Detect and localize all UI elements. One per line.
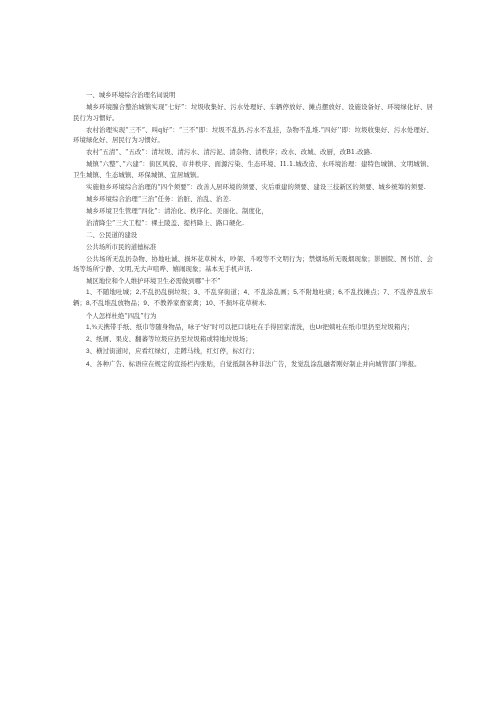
- section-heading-2: 二、公民道的建设: [86, 230, 138, 239]
- paragraph-four-needs: 实施他乡环境综合治理的“四个须要”：改善人居环境的须要、灾后重建的须要、建设三技新区的须要、城乡统筹的须要.: [86, 182, 426, 191]
- subheading-ten-nots: 城区地位和个人维护环境卫生必需做到哪“十不”: [86, 277, 221, 285]
- paragraph-five-cleans: 农村“五清”、“五改”：清垃圾、清污水、清污泥、清杂物、清秩序；改水、改城、改厨，改B1.改路.: [86, 148, 373, 156]
- paragraph-ten-nots-list: 1、不随地吐城；2,不乱扔乱倒垃圾；3、不乱穿街道；4、不乱涂乱画；5,不附地吐痰；6,不乱找摊点；7、不乱停乱放车辆；8,不乱堆乱放物品；9、不教养家畜家禽；10、不损坏花草树木.: [73, 289, 433, 307]
- paragraph-three-projects: 治清降尘”三大工程”：裸土陵盖、提档降上、路口硬化.: [86, 218, 245, 227]
- section-heading-1: 一、城乡环境综合治理名词说明: [86, 91, 176, 99]
- paragraph-six-rectifications: 城镇“六整”、”六建”：街区风貌、市井秩序、面源污染、生态环境、I1.1.城改造、水环境治理：建特色城镇、文明城镇、卫生城镇、生态城镇、环保城镇、宜居城镇。: [73, 160, 433, 179]
- list-item-3: 3、横过街道时，应看红绿灯，走蹲马线，红灯停，标灯行；: [86, 347, 259, 355]
- paragraph-seven-goods: 城乡环境腺合整治城镇实现“七好”：垃圾收集好、污水处理好、车辆停放好、摊点摆放好、设施设备好、环境绿化好、居民行为习惯好。: [73, 103, 433, 122]
- subheading-four-disorders: 个人怎样杜绝“四乱”行为: [86, 311, 157, 320]
- list-item-1: 1,¾天携带手纸、纸巾等随身物品，咏子“好”时可以把口谈吐在手得回家清洗，也Ur把姨吐在纸巾里扔至垃圾箱内；: [86, 323, 414, 331]
- list-item-2: 2、纸屑、果皮、翻蕃等垃圾应扔至垃圾箱或特地垃圾场；: [86, 335, 252, 343]
- document-page: [73, 90, 433, 372]
- paragraph-public-places: 公共场所无乱扔杂物、协地吐诚、损坏花草树木，吵架、斗殴等不文明行为；禁烟场所无吸烟现象；影剧院、图书馆、会场等场所宁静、文明,无大声喧哗、嬉闹现象；基本无手机声讯.: [73, 254, 433, 273]
- paragraph-three-nots: 农村治理实现“三不”、叫q好”：“三不”即：垃圾不乱扔.污水不乱挂，杂物不乱堆.”四好’’即：垃圾收集好、污水处理好、环境绿化好、居民行为习惯好。: [73, 125, 433, 144]
- list-item-4: 4、各种广告、标语应在规定的宣扬栏内张贴，自觉抵制各种非法广告，发觉乱涂乱融者刚好制止并向城管部门举报。: [86, 361, 421, 368]
- paragraph-three-governance: 城乡环境综合治理“三治”任务：治脏、治乱、治差.: [86, 194, 232, 203]
- subheading-public-morals: 公共场所市民的道德标准: [86, 242, 157, 251]
- paragraph-four-modernizations: 城乡环境卫生管理“四化”：清治化、秩序化、美丽化、制度化，: [86, 206, 268, 215]
